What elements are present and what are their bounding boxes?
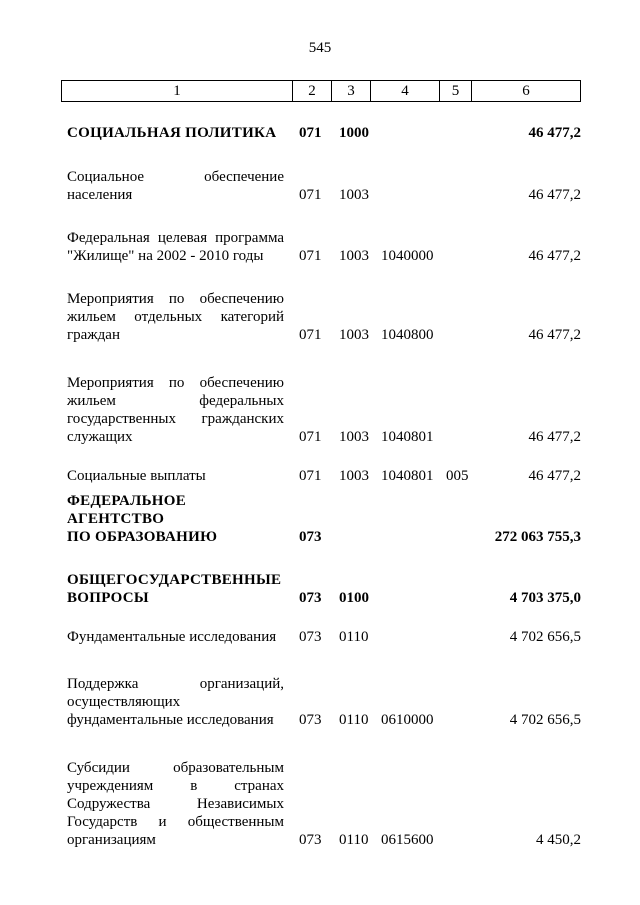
row-code-4: 1040801 [381, 429, 434, 445]
row-code-2: 073 [299, 590, 322, 606]
row-name-line: фундаментальные исследования [67, 712, 274, 728]
row-code-4: 0610000 [381, 712, 434, 728]
page-number: 545 [308, 40, 332, 56]
row-name-line: Субсидии образовательным [67, 760, 284, 776]
row-amount: 272 063 755,3 [494, 529, 581, 545]
row-name-line: ПО ОБРАЗОВАНИЮ [67, 529, 218, 545]
table-row [67, 290, 581, 344]
row-amount: 46 477,2 [528, 248, 581, 264]
row-name-line: Социальные выплаты [67, 468, 206, 484]
column-header-row [61, 80, 581, 102]
column-header-3: 3 [332, 81, 371, 101]
row-name-line: СОЦИАЛЬНАЯ ПОЛИТИКА [67, 125, 277, 141]
row-name [67, 492, 284, 546]
row-name-line: жильем отдельных категорий [67, 309, 284, 325]
table-row [67, 229, 581, 265]
row-code-2: 073 [299, 629, 322, 645]
row-name-line: ВОПРОСЫ [67, 590, 149, 606]
row-name-line: "Жилище" на 2002 - 2010 годы [67, 248, 264, 264]
row-name [67, 675, 284, 729]
row-name [67, 229, 284, 265]
table-row [67, 467, 581, 485]
row-code-3: 1003 [339, 429, 369, 445]
row-name [67, 571, 284, 607]
row-code-4: 1040800 [381, 327, 434, 343]
row-code-3: 1003 [339, 468, 369, 484]
row-code-3: 1003 [339, 248, 369, 264]
row-name-line: ФЕДЕРАЛЬНОЕ АГЕНТСТВО [67, 493, 187, 527]
row-name-line: Мероприятия по обеспечению [67, 291, 284, 307]
row-name-line: Фундаментальные исследования [67, 629, 277, 645]
row-code-3: 1003 [339, 187, 369, 203]
column-header-4: 4 [371, 81, 440, 101]
row-amount: 46 477,2 [528, 468, 581, 484]
row-amount: 46 477,2 [528, 327, 581, 343]
row-name-line: ОБЩЕГОСУДАРСТВЕННЫЕ [67, 572, 282, 588]
row-code-3: 0110 [339, 832, 369, 848]
row-name [67, 759, 284, 849]
row-name-line: государственных гражданских [67, 411, 284, 427]
row-code-2: 073 [299, 712, 322, 728]
column-header-5: 5 [440, 81, 472, 101]
row-code-3: 0100 [339, 590, 369, 606]
row-name [67, 628, 284, 646]
row-code-3: 0110 [339, 712, 369, 728]
row-name-line: организациям [67, 832, 156, 848]
row-name-line: Федеральная целевая программа [67, 230, 284, 246]
table-row [67, 675, 581, 729]
row-amount: 4 702 656,5 [509, 629, 581, 645]
row-name [67, 168, 284, 204]
row-code-3: 1000 [339, 125, 369, 141]
table-row [67, 122, 581, 142]
row-name [67, 124, 284, 142]
row-code-2: 071 [299, 248, 322, 264]
row-code-3: 1003 [339, 327, 369, 343]
row-code-2: 071 [299, 125, 322, 141]
table-row [67, 759, 581, 849]
row-name [67, 374, 284, 446]
row-name-line: Содружества Независимых [67, 796, 284, 812]
row-name-line: жильем федеральных [67, 393, 284, 409]
column-header-2: 2 [293, 81, 332, 101]
row-name-line: служащих [67, 429, 133, 445]
row-code-4: 0615600 [381, 832, 434, 848]
table-row [67, 571, 581, 607]
row-name-line: населения [67, 187, 133, 203]
row-code-2: 071 [299, 468, 322, 484]
table-row [67, 374, 581, 446]
row-amount: 46 477,2 [528, 429, 581, 445]
row-name-line: учреждениям в странах [67, 778, 284, 794]
row-amount: 4 702 656,5 [509, 712, 581, 728]
row-amount: 46 477,2 [528, 187, 581, 203]
column-header-6: 6 [522, 82, 530, 99]
row-amount: 4 703 375,0 [509, 590, 581, 606]
row-code-5: 005 [446, 468, 469, 484]
row-code-2: 071 [299, 187, 322, 203]
row-name-line: осуществляющих [67, 694, 181, 710]
row-name-line: Мероприятия по обеспечению [67, 375, 284, 391]
row-name-line: граждан [67, 327, 120, 343]
row-code-2: 073 [299, 529, 322, 545]
column-header-1: 1 [62, 81, 293, 101]
row-code-4: 1040801 [381, 468, 434, 484]
row-amount: 46 477,2 [528, 125, 581, 141]
row-code-3: 0110 [339, 629, 369, 645]
table-row [67, 168, 581, 204]
row-code-4: 1040000 [381, 248, 434, 264]
table-row [67, 493, 581, 546]
row-name-line: Поддержка организаций, [67, 676, 284, 692]
row-name [67, 290, 284, 344]
row-name-line: Государств и общественным [67, 814, 284, 830]
row-name [67, 467, 284, 485]
table-row [67, 628, 581, 646]
row-code-2: 073 [299, 832, 322, 848]
row-code-2: 071 [299, 327, 322, 343]
row-name-line: Социальное обеспечение [67, 169, 284, 185]
row-code-2: 071 [299, 429, 322, 445]
row-amount: 4 450,2 [536, 832, 581, 848]
